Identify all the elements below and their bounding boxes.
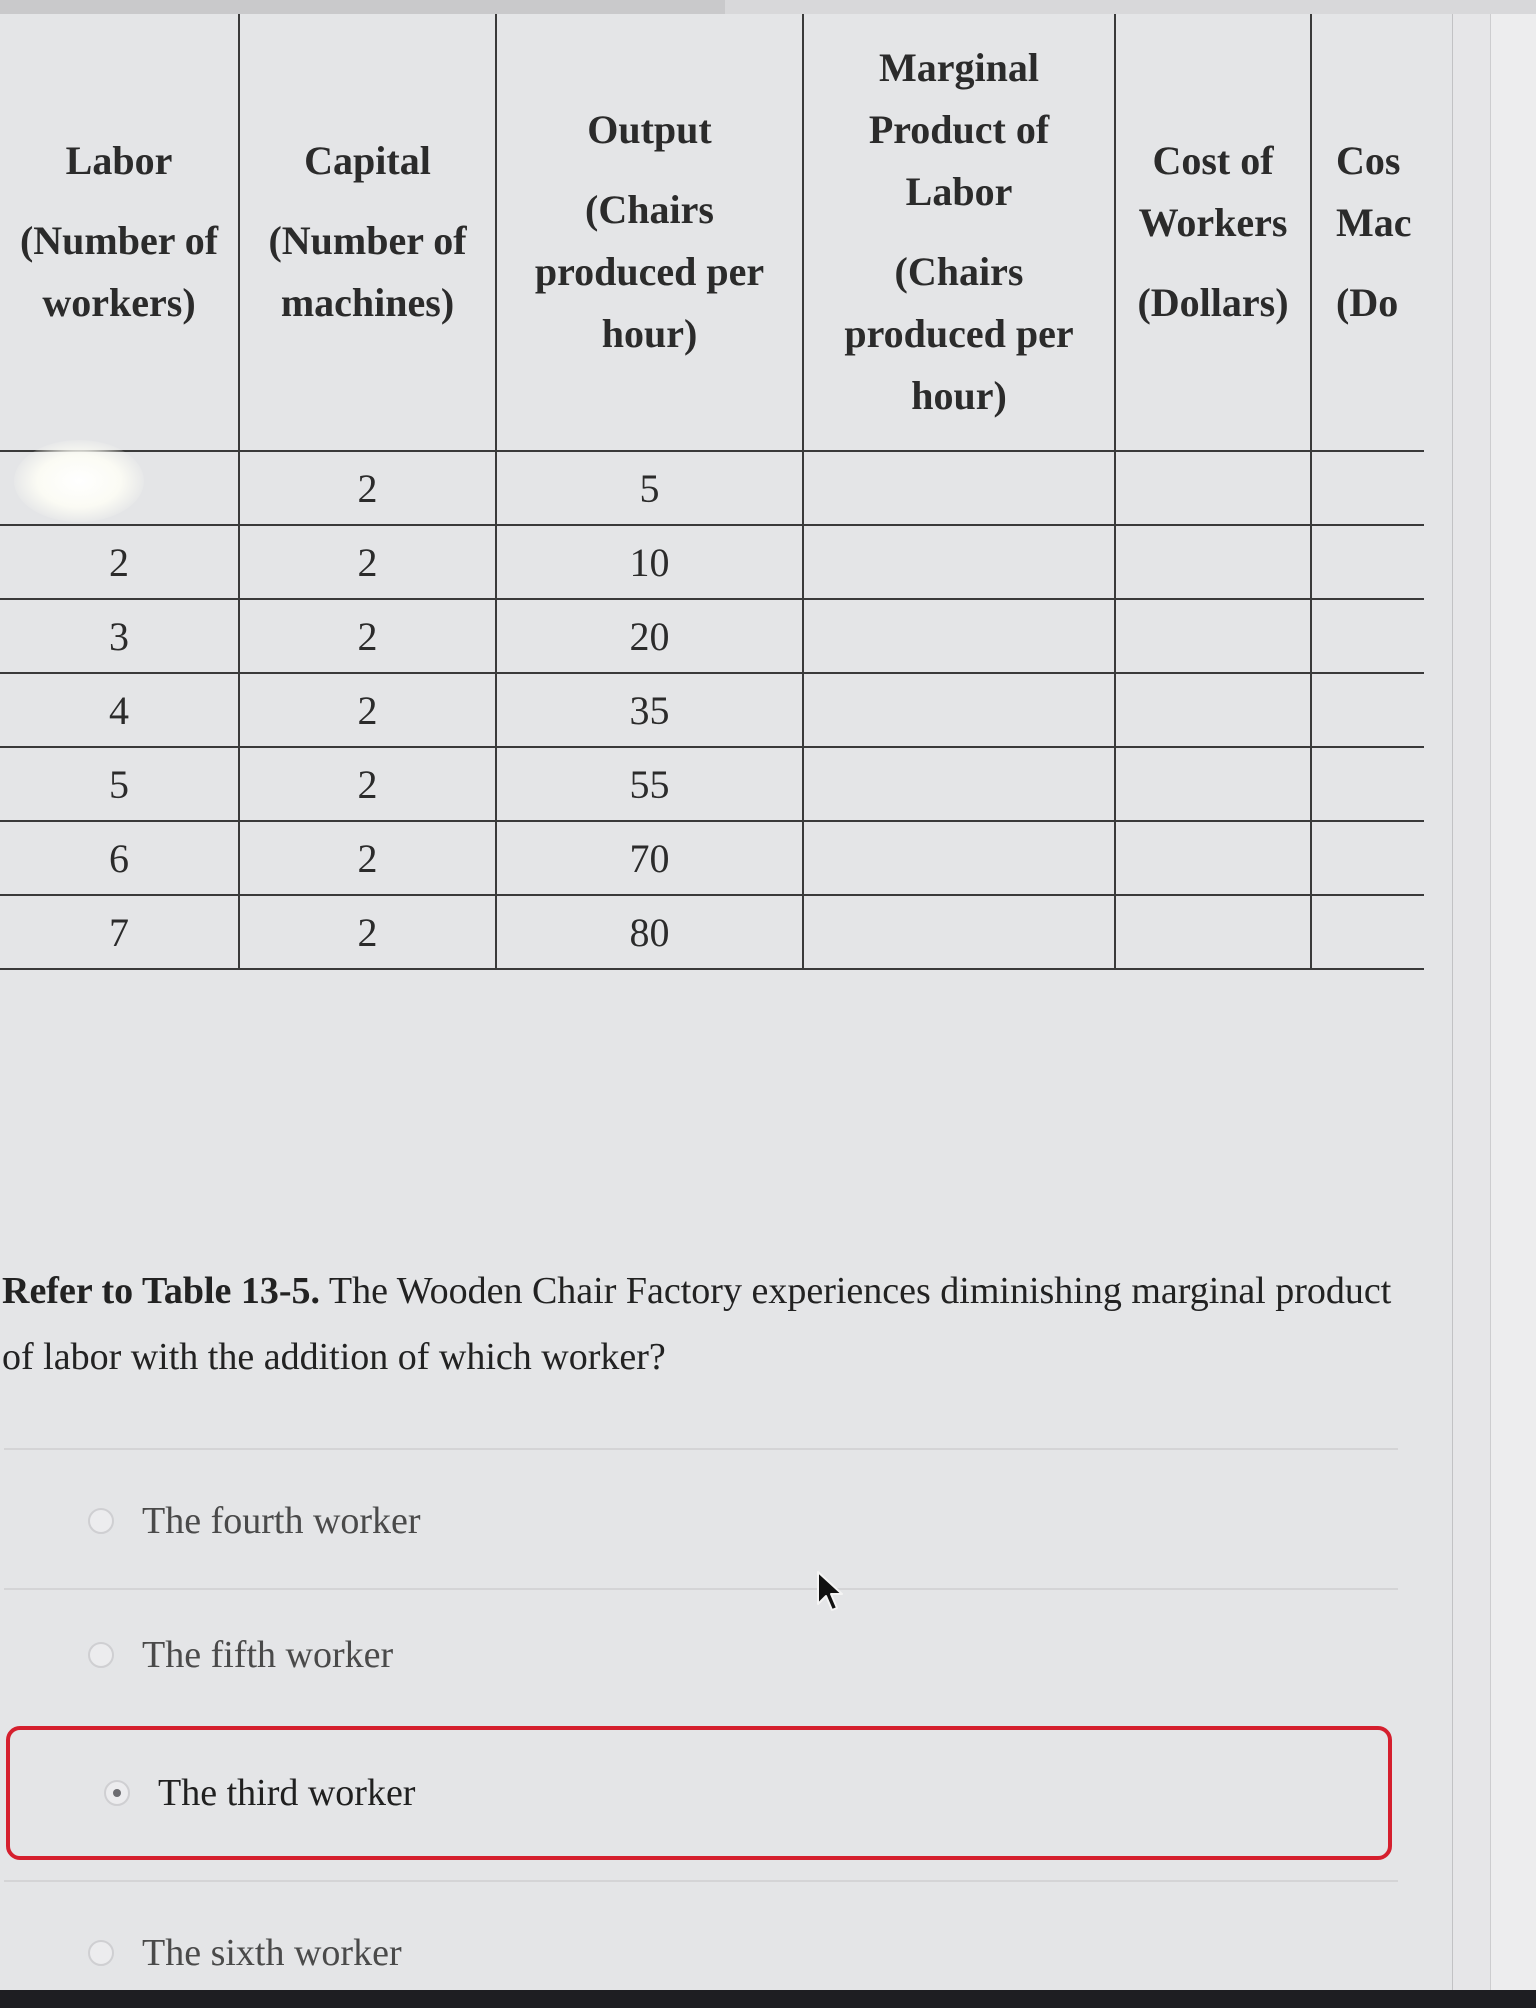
header-output-title: Output (587, 107, 712, 152)
top-strip-notch (725, 0, 1536, 14)
cell-labor: 4 (0, 673, 239, 747)
question-body: The Wooden Chair Factory experiences diminishing marginal product of labor with the addition of which worker? (2, 1270, 1392, 1378)
header-marginal-product (803, 14, 1115, 451)
table-row (0, 451, 1424, 525)
header-capital (239, 14, 496, 451)
cell-marginal-product (803, 747, 1115, 821)
header-mpl-sub-2: produced per (844, 311, 1074, 356)
cell-marginal-product (803, 821, 1115, 895)
cell-cost-machines (1311, 747, 1424, 821)
cell-output: 10 (496, 525, 803, 599)
cell-cost-workers (1115, 821, 1311, 895)
cell-cost-machines (1311, 821, 1424, 895)
divider (4, 1880, 1398, 1882)
header-cost-workers-sub: (Dollars) (1137, 280, 1289, 325)
question-reference: Refer to Table 13-5. (2, 1270, 321, 1312)
header-cost-machines-title: Cos Mac (1336, 138, 1412, 245)
header-capital-sub-2: machines) (280, 280, 455, 325)
cell-labor: 3 (0, 599, 239, 673)
cell-output: 55 (496, 747, 803, 821)
divider (4, 1448, 1398, 1450)
header-labor-title: Labor (65, 138, 173, 183)
cell-labor: 5 (0, 747, 239, 821)
cell-cost-workers (1115, 673, 1311, 747)
cell-labor: 2 (0, 525, 239, 599)
table-header-row (0, 14, 1424, 451)
cell-capital: 2 (239, 747, 496, 821)
question-text (2, 1258, 1422, 1390)
radio-button[interactable] (88, 1642, 114, 1668)
cell-marginal-product (803, 599, 1115, 673)
option-fourth-worker[interactable] (0, 1476, 1400, 1566)
cell-output: 70 (496, 821, 803, 895)
option-label: The fourth worker (142, 1500, 421, 1542)
header-output (496, 14, 803, 451)
header-output-sub-3: hour) (601, 311, 698, 356)
header-cost-workers-title: Cost of Workers (1138, 138, 1288, 245)
cell-marginal-product (803, 451, 1115, 525)
radio-button[interactable] (88, 1940, 114, 1966)
radio-button-selected[interactable] (104, 1780, 130, 1806)
cell-marginal-product (803, 673, 1115, 747)
cell-cost-machines (1311, 599, 1424, 673)
header-cost-machines-sub: (Do (1336, 280, 1399, 325)
screen-glare (14, 440, 144, 522)
option-label: The sixth worker (142, 1932, 402, 1974)
bottom-bar (0, 1990, 1536, 2008)
header-labor-sub-2: workers) (42, 280, 196, 325)
table-row (0, 821, 1424, 895)
cell-output: 20 (496, 599, 803, 673)
cell-cost-machines (1311, 525, 1424, 599)
table-row (0, 747, 1424, 821)
option-label: The fifth worker (142, 1634, 394, 1676)
cell-cost-workers (1115, 599, 1311, 673)
scrollbar-track[interactable] (1490, 14, 1536, 2008)
cell-cost-workers (1115, 451, 1311, 525)
cell-cost-machines (1311, 895, 1424, 969)
cell-capital: 2 (239, 895, 496, 969)
header-cost-workers (1115, 14, 1311, 451)
table-row (0, 599, 1424, 673)
cell-marginal-product (803, 525, 1115, 599)
header-mpl-sub-1: (Chairs (894, 249, 1024, 294)
cell-output: 5 (496, 451, 803, 525)
cell-marginal-product (803, 895, 1115, 969)
radio-button[interactable] (88, 1508, 114, 1534)
cell-cost-workers (1115, 525, 1311, 599)
cell-cost-machines (1311, 451, 1424, 525)
cell-output: 35 (496, 673, 803, 747)
cell-output: 80 (496, 895, 803, 969)
cell-capital: 2 (239, 821, 496, 895)
header-labor (0, 14, 239, 451)
top-strip (0, 0, 1536, 14)
cell-capital: 2 (239, 673, 496, 747)
header-labor-sub-1: (Number of (19, 218, 219, 263)
cell-labor: 7 (0, 895, 239, 969)
cell-cost-machines (1311, 673, 1424, 747)
cell-cost-workers (1115, 895, 1311, 969)
cell-cost-workers (1115, 747, 1311, 821)
option-sixth-worker[interactable] (0, 1908, 1400, 1998)
header-output-sub-2: produced per (534, 249, 765, 294)
header-capital-sub-1: (Number of (268, 218, 467, 263)
production-table (0, 14, 1424, 970)
cell-capital: 2 (239, 599, 496, 673)
header-capital-title: Capital (304, 138, 431, 183)
cell-labor: 6 (0, 821, 239, 895)
header-mpl-sub-3: hour) (911, 373, 1007, 418)
table-row (0, 525, 1424, 599)
option-label: The third worker (158, 1772, 416, 1814)
header-cost-machines (1311, 14, 1424, 451)
option-fifth-worker[interactable] (0, 1610, 1400, 1700)
table-row (0, 673, 1424, 747)
header-mpl-title: Marginal Product of Labor (868, 45, 1050, 214)
cell-capital: 2 (239, 451, 496, 525)
divider (4, 1588, 1398, 1590)
cell-capital: 2 (239, 525, 496, 599)
table-row (0, 895, 1424, 969)
option-third-worker[interactable] (6, 1726, 1392, 1860)
mouse-pointer-icon (816, 1570, 844, 1614)
header-output-sub-1: (Chairs (585, 187, 714, 232)
